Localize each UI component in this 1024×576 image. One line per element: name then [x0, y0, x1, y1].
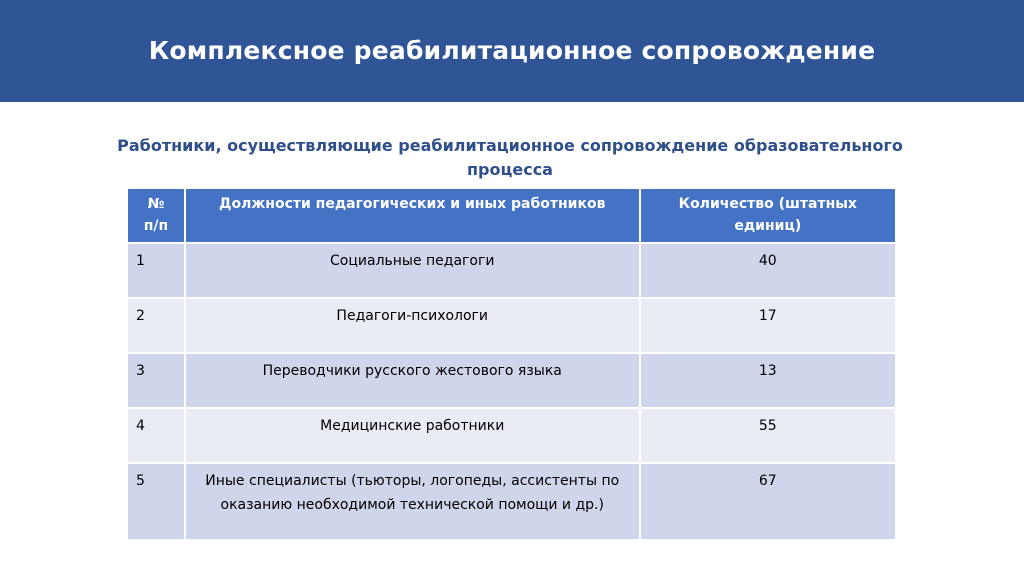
column-header-count	[640, 189, 895, 243]
row-number: 3	[128, 353, 185, 408]
table-caption-line2: процесса	[467, 160, 553, 179]
table-header-row	[128, 189, 895, 243]
column-header-position: Должности педагогических и иных работников	[185, 189, 640, 243]
row-number: 4	[128, 408, 185, 463]
row-position: Социальные педагоги	[185, 243, 640, 298]
table-row	[128, 353, 895, 408]
row-number: 1	[128, 243, 185, 298]
row-count: 17	[640, 298, 895, 353]
row-count: 55	[640, 408, 895, 463]
column-header-count-line1: Количество (штатных	[678, 196, 857, 212]
column-header-number-line1: №	[147, 196, 165, 212]
table-row	[128, 463, 895, 539]
table-row	[128, 243, 895, 298]
table-row	[128, 298, 895, 353]
row-position: Педагоги-психологи	[185, 298, 640, 353]
row-position: Переводчики русского жестового языка	[185, 353, 640, 408]
header-band	[0, 0, 1024, 102]
table-row	[128, 408, 895, 463]
column-header-number	[128, 189, 185, 243]
row-position: Иные специалисты (тьюторы, логопеды, ассистенты по оказанию необходимой технической помощи и др.)	[185, 463, 640, 539]
staff-table	[128, 189, 895, 539]
page-title: Комплексное реабилитационное сопровождение	[148, 35, 876, 65]
column-header-number-line2: п/п	[143, 218, 169, 234]
row-count: 40	[640, 243, 895, 298]
column-header-count-line2: единиц)	[734, 218, 802, 234]
table-caption-line1: Работники, осуществляющие реабилитационное сопровождение образовательного	[117, 136, 903, 155]
row-position: Медицинские работники	[185, 408, 640, 463]
row-number: 2	[128, 298, 185, 353]
row-count: 13	[640, 353, 895, 408]
table-caption	[100, 134, 920, 182]
row-number: 5	[128, 463, 185, 539]
row-count: 67	[640, 463, 895, 539]
